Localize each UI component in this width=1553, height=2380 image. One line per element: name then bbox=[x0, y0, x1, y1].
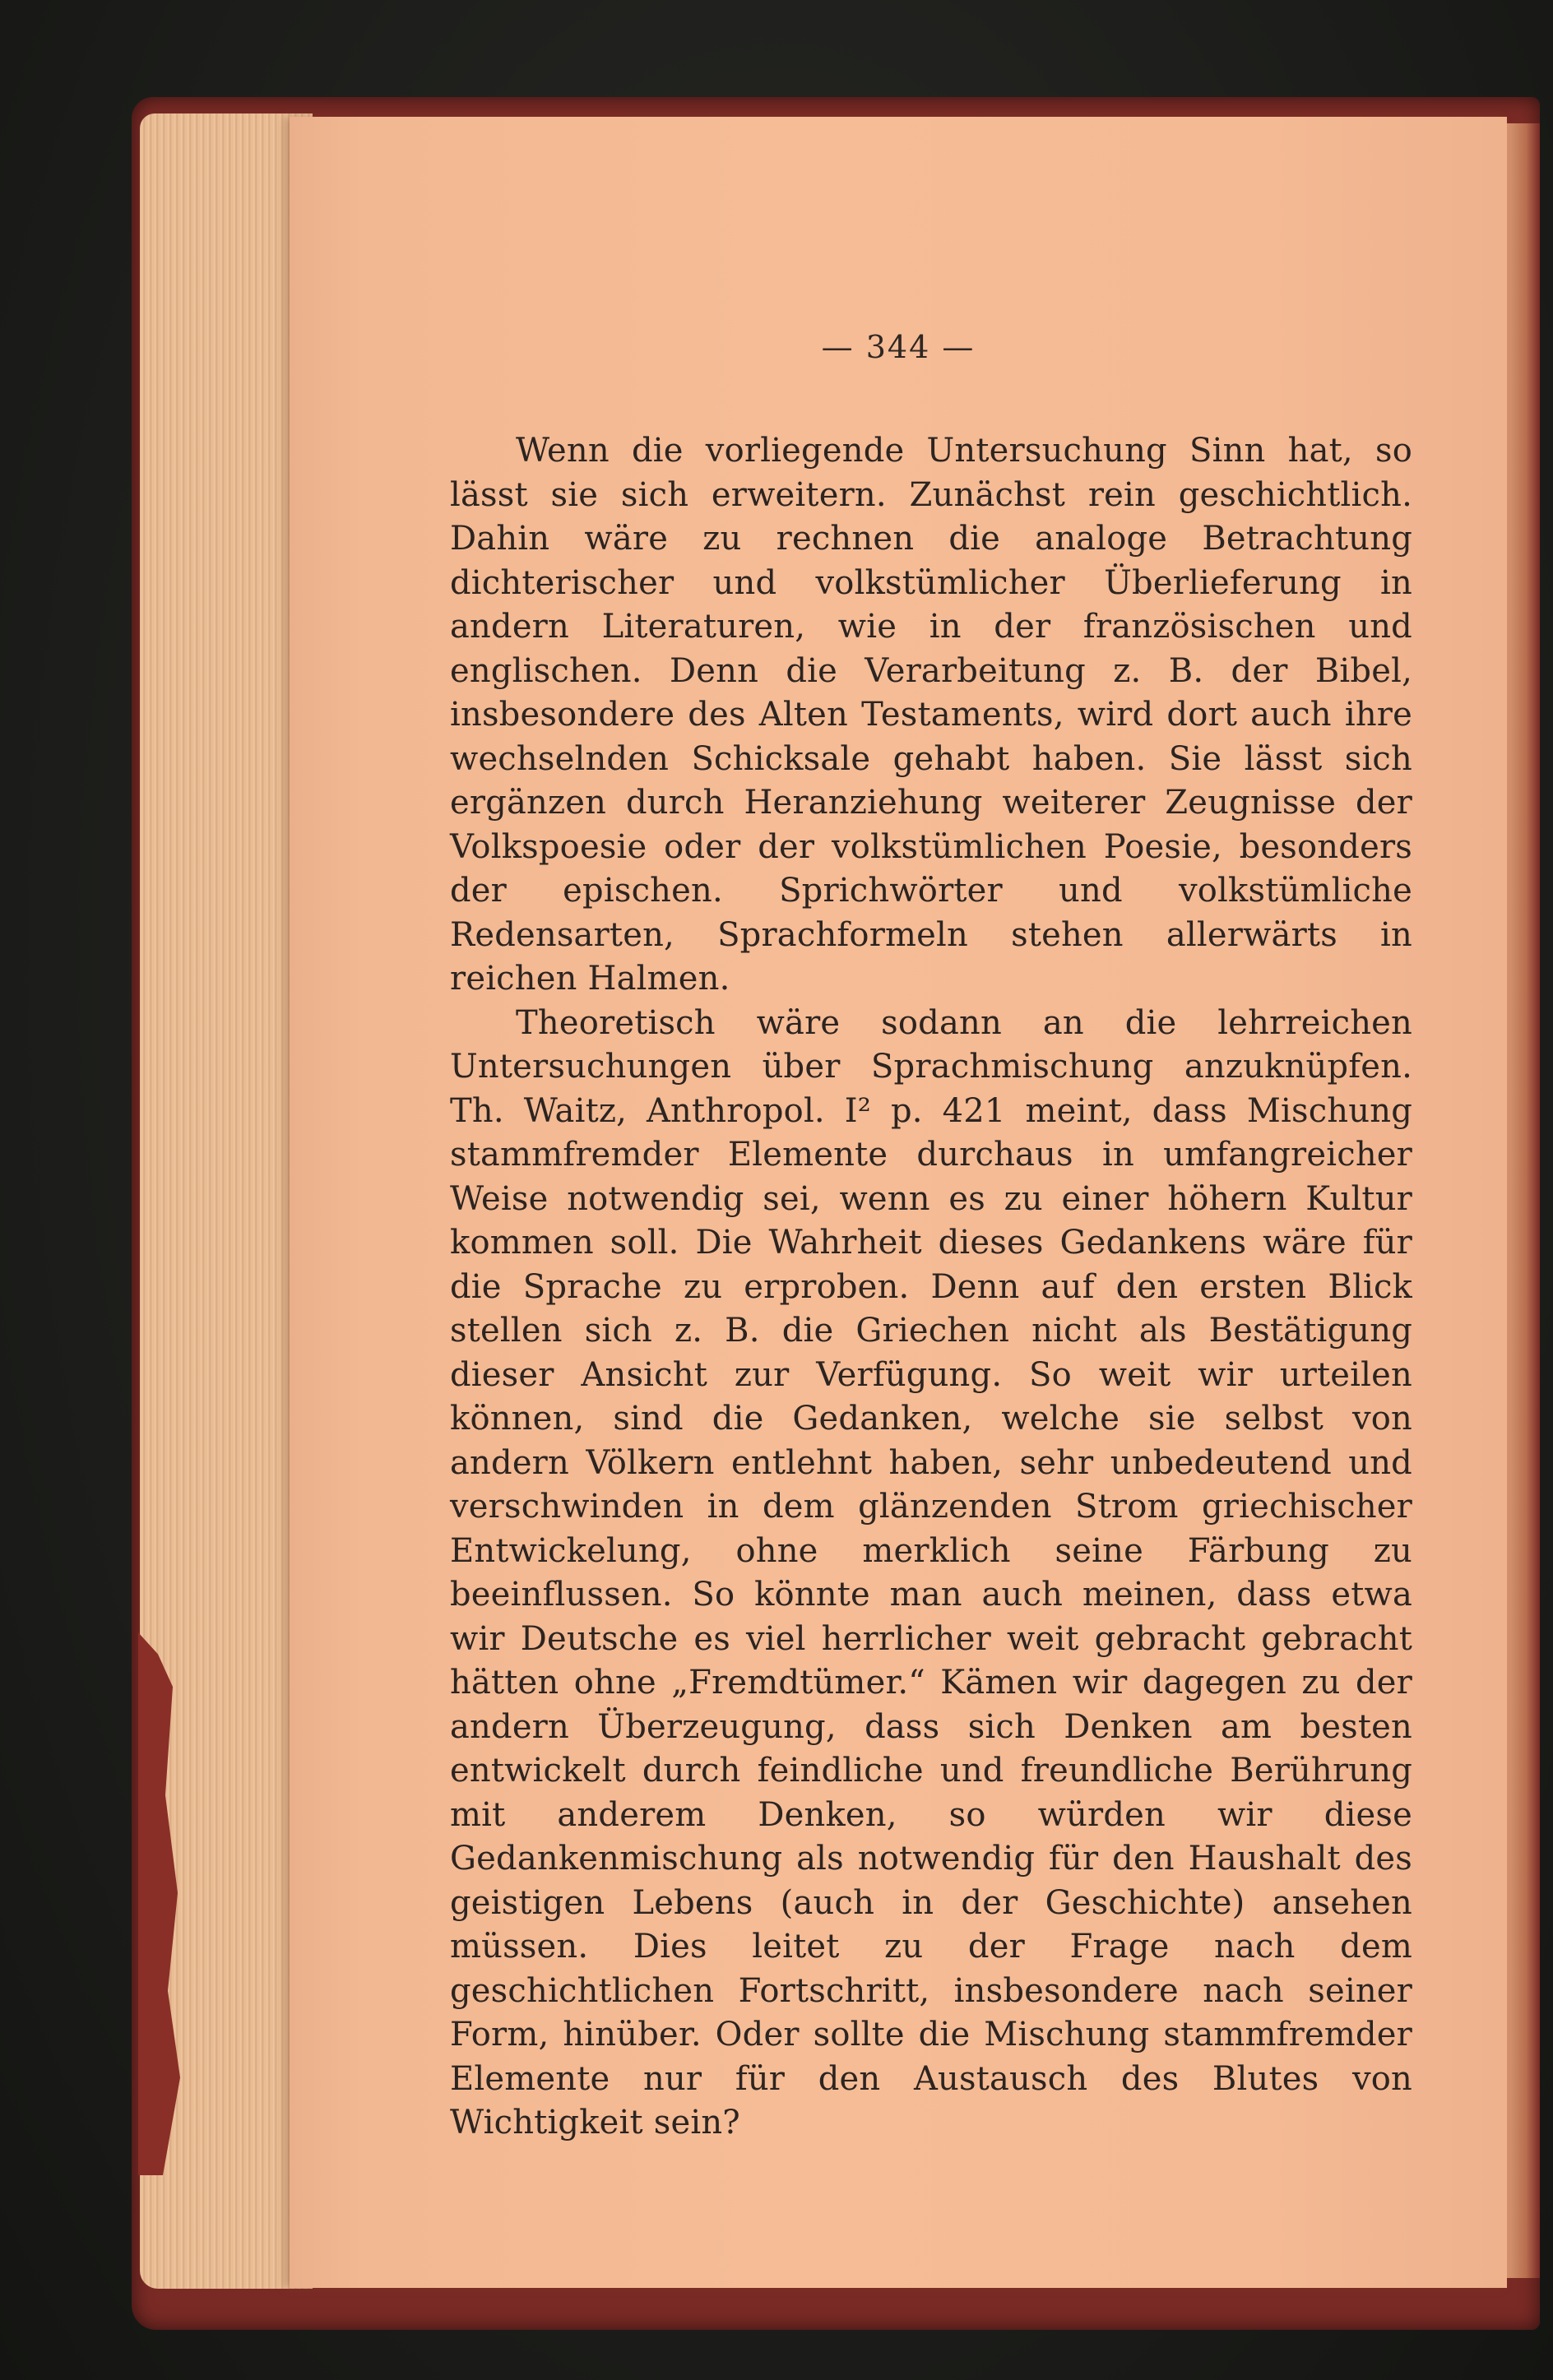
paragraph-1: Wenn die vorliegende Untersuchung Sinn hat, so lässt sie sich erweitern. Zunächst rein geschichtlich. Dahin wäre zu rechnen die analoge Betrachtung dichterischer und volkstümlicher Überlieferung in andern Literaturen, wie in der französischen und englischen. Denn die Verarbeitung z. B. der Bibel, insbesondere des Alten Testaments, wird dort auch ihre wechselnden Schicksale gehabt haben. Sie lässt sich ergänzen durch Heranziehung weiterer Zeugnisse der Volkspoesie oder der volkstümlichen Poesie, besonders der epischen. Sprichwörter und volkstümliche Redensarten, Sprachformeln stehen allerwärts in reichen Halmen. bbox=[450, 432, 1412, 998]
book-page bbox=[290, 117, 1507, 2288]
page-body bbox=[450, 429, 1412, 2146]
page-number: — 344 — bbox=[821, 329, 976, 365]
page-gutter-right bbox=[1505, 123, 1540, 2278]
paragraph-2: Theoretisch wäre sodann an die lehrreichen Untersuchungen über Sprachmischung anzuknüpfen. Th. Waitz, Anthropol. I² p. 421 meint, dass Mischung stammfremder Elemente durchaus in umfangreicher Weise notwendig sei, wenn es zu einer höhern Kultur kommen soll. Die Wahrheit dieses Gedankens wäre für die Sprache zu erproben. Denn auf den ersten Blick stellen sich z. B. die Griechen nicht als Bestätigung dieser Ansicht zur Verfügung. So weit wir urteilen können, sind die Gedanken, welche sie selbst von andern Völkern entlehnt haben, sehr unbedeutend und verschwinden in dem glänzenden Strom griechischer Entwickelung, ohne merklich seine Färbung zu beeinflussen. So könnte man auch meinen, dass etwa wir Deutsche es viel herrlicher weit gebracht gebracht hätten ohne „Fremdtümer.“ Kämen wir dagegen zu der andern Überzeugung, dass sich Denken am besten entwickelt durch feindliche und freundliche Berührung mit anderem Denken, so würden wir diese Gedankenmischung als notwendig für den Haushalt des geistigen Lebens (auch in der Geschichte) ansehen müssen. Dies leitet zu der Frage nach dem geschichtlichen Fortschritt, insbesondere nach seiner Form, hinüber. Oder sollte die Mischung stammfremder Elemente nur für den Austausch des Blutes von Wichtigkeit sein? bbox=[450, 1003, 1412, 2142]
